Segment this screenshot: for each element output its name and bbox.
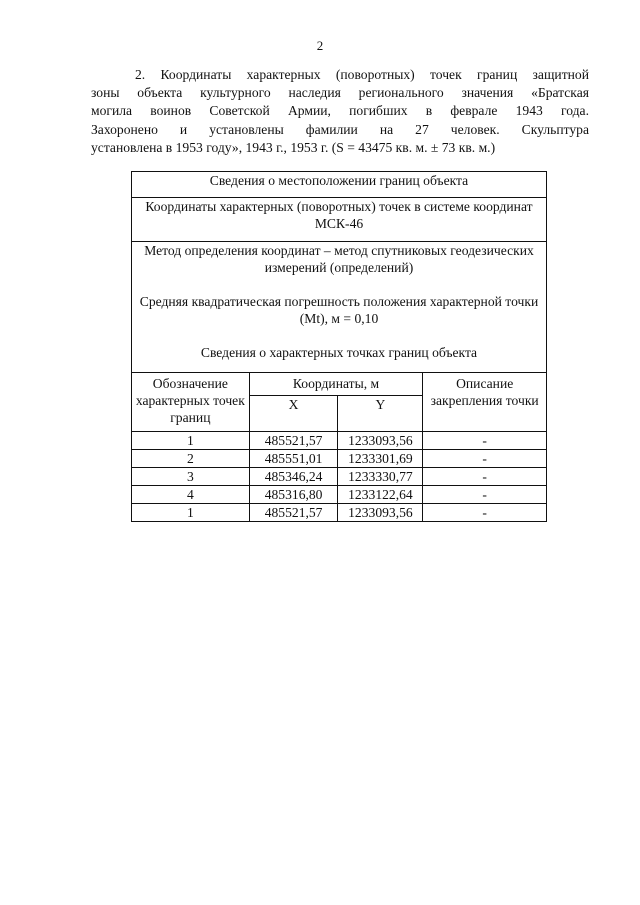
table-row bbox=[132, 486, 547, 504]
point-number: 1 bbox=[132, 504, 250, 522]
intro-line: установлена в 1953 году», 1943 г., 1953 г. (S = 43475 кв. м. ± 73 кв. м.) bbox=[91, 139, 496, 155]
page-number: 2 bbox=[316, 38, 324, 53]
table-row bbox=[132, 450, 547, 468]
column-header-x: X bbox=[249, 396, 338, 432]
x-coordinate: 485551,01 bbox=[249, 450, 338, 468]
point-number: 3 bbox=[132, 468, 250, 486]
y-coordinate: 1233093,56 bbox=[338, 432, 423, 450]
intro-line: Захоронено и установлены фамилии на 27 человек. Скульптура bbox=[91, 121, 589, 137]
method-text: Метод определения координат – метод спутниковых геодезических измерений (определений) bbox=[144, 243, 534, 275]
point-description: - bbox=[423, 486, 547, 504]
y-coordinate: 1233301,69 bbox=[338, 450, 423, 468]
column-header-y: Y bbox=[338, 396, 423, 432]
table-title: Сведения о местоположении границ объекта bbox=[132, 172, 547, 198]
points-heading: Сведения о характерных точках границ объекта bbox=[200, 345, 478, 360]
y-coordinate: 1233122,64 bbox=[338, 486, 423, 504]
column-header-designation: Обозначение характерных точек границ bbox=[132, 373, 250, 432]
column-header-description: Описание закрепления точки bbox=[423, 373, 547, 432]
x-coordinate: 485521,57 bbox=[249, 504, 338, 522]
point-description: - bbox=[423, 432, 547, 450]
intro-line: могила воинов Советской Армии, погибших в феврале 1943 года. bbox=[91, 103, 589, 119]
method-cell bbox=[132, 242, 547, 373]
table-row bbox=[132, 432, 547, 450]
point-description: - bbox=[423, 468, 547, 486]
point-description: - bbox=[423, 504, 547, 522]
point-number: 1 bbox=[132, 432, 250, 450]
x-coordinate: 485521,57 bbox=[249, 432, 338, 450]
table-row bbox=[132, 504, 547, 522]
coordinate-system-cell: Координаты характерных (поворотных) точек в системе координат МСК-46 bbox=[132, 198, 547, 242]
x-coordinate: 485316,80 bbox=[249, 486, 338, 504]
intro-paragraph bbox=[91, 66, 589, 157]
point-description: - bbox=[423, 450, 547, 468]
x-coordinate: 485346,24 bbox=[249, 468, 338, 486]
table-row bbox=[132, 468, 547, 486]
y-coordinate: 1233330,77 bbox=[338, 468, 423, 486]
column-header-coordinates: Координаты, м bbox=[249, 373, 423, 396]
intro-line: 2. Координаты характерных (поворотных) точек границ защитной bbox=[135, 67, 589, 82]
boundary-coordinates-table bbox=[131, 171, 547, 522]
y-coordinate: 1233093,56 bbox=[338, 504, 423, 522]
point-number: 4 bbox=[132, 486, 250, 504]
intro-line: зоны объекта культурного наследия регионального значения «Братская bbox=[91, 85, 589, 101]
accuracy-text: Средняя квадратическая погрешность положения характерной точки (Mt), м = 0,10 bbox=[139, 294, 539, 326]
point-number: 2 bbox=[132, 450, 250, 468]
